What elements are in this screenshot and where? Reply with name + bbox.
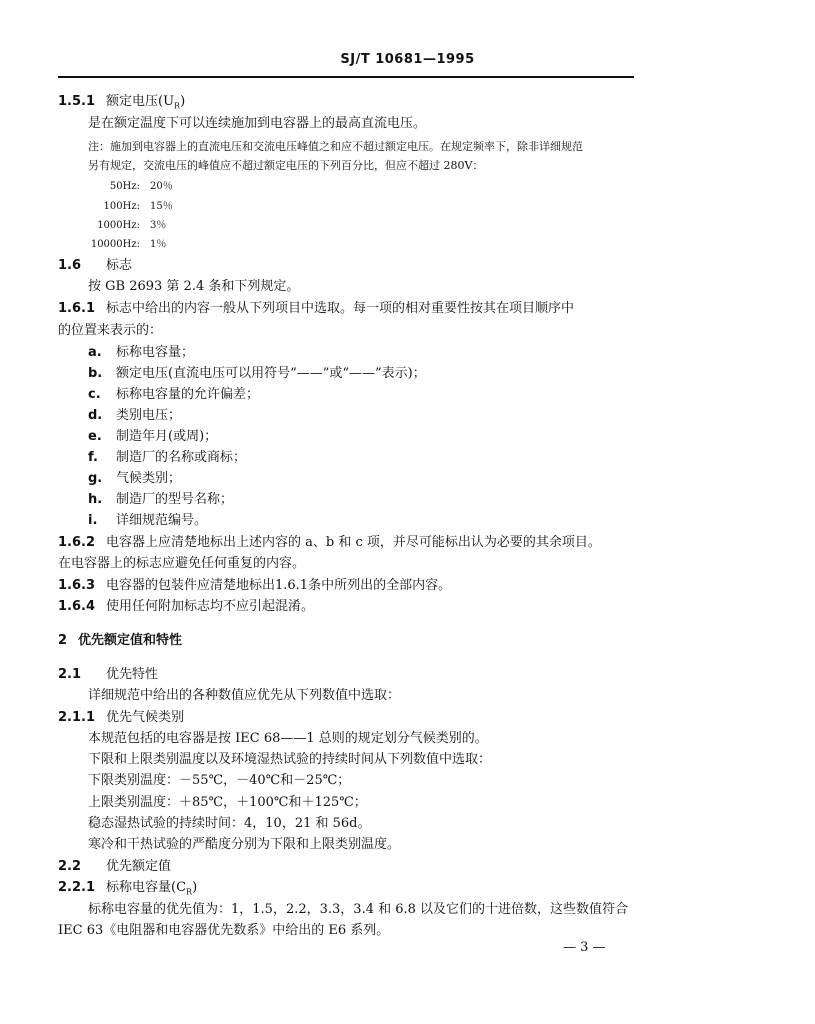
- note-line-2: 另有规定，交流电压的峰值应不超过额定电压的下列百分比，但应不超过 280V：: [88, 159, 484, 172]
- section-1-6-3-paragraph: 1.6.3 电容器的包装件应清楚地标出1.6.1条中所列出的全部内容。: [58, 578, 452, 593]
- section-1-6-4-paragraph: 1.6.4 使用任何附加标志均不应引起混淆。: [58, 599, 315, 614]
- section-2-2-1-heading: 2.2.1 标称电容量$(C_R)$: [58, 880, 198, 897]
- list-item: f. 制造厂的名称或商标；: [88, 450, 247, 465]
- climate-line: 本规范包括的电容器是按 IEC 68——1 总则的规定划分气候类别的。: [88, 731, 488, 746]
- section-2-1-body: 详细规范中给出的各种数值应优先从下列数值中选取：: [88, 688, 401, 703]
- section-2-1-heading: 2.1 优先特性: [58, 667, 159, 682]
- freq-row: 10000Hz: 1％: [90, 239, 167, 250]
- climate-line: 寒冷和干热试验的严酷度分别为下限和上限类别温度。: [88, 837, 401, 852]
- climate-line: 上限类别温度：＋85℃，＋100℃和＋125℃；: [88, 795, 367, 810]
- section-1-6-1-continuation: 的位置来表示的：: [58, 323, 163, 338]
- section-2-2-1-body: 标称电容量的优先值为：1，1.5，2.2，3.3，3.4 和 6.8 以及它们的十进倍数，这些数值符合: [88, 902, 629, 917]
- list-item: d. 类别电压；: [88, 408, 182, 423]
- list-item: i. 详细规范编号。: [88, 513, 208, 528]
- section-1-6-2-paragraph: 1.6.2 电容器上应清楚地标出上述内容的 a、b 和 c 项，并尽可能标出认为必要的其余项目。: [58, 535, 601, 550]
- freq-row: 100Hz: 15％: [103, 201, 173, 212]
- freq-row: 1000Hz: 3％: [97, 220, 167, 231]
- section-1-6-1-paragraph: 1.6.1 标志中给出的内容一般从下列项目中选取。每一项的相对重要性按其在项目顺序中: [58, 301, 575, 316]
- freq-row: 50Hz: 20％: [109, 181, 173, 192]
- section-1-6-2-continuation: 在电容器上的标志应避免任何重复的内容。: [58, 556, 306, 571]
- climate-line: 下限类别温度：－55℃，－40℃和－25℃；: [88, 773, 351, 788]
- page-number: — 3 —: [563, 940, 606, 955]
- section-2-1-1-heading: 2.1.1 优先气候类别: [58, 710, 185, 725]
- list-item: g. 气候类别；: [88, 471, 182, 486]
- section-1-5-1-heading: 1.5.1 额定电压$(U_R)$: [58, 94, 186, 111]
- list-item: h. 制造厂的型号名称；: [88, 492, 234, 507]
- section-1-5-1-body: 是在额定温度下可以连续施加到电容器上的最高直流电压。: [88, 116, 427, 131]
- note-line-1: 注：施加到电容器上的直流电压和交流电压峰值之和应不超过额定电压。在规定频率下，除非详细规范: [88, 140, 583, 153]
- list-item: b. 额定电压(直流电压可以用符号“——”或“——”表示)；: [88, 366, 426, 381]
- climate-line: 稳态湿热试验的持续时间：4，10，21 和 56d。: [88, 816, 371, 831]
- section-1-6-body: 按 GB 2693 第 2.4 条和下列规定。: [88, 279, 300, 294]
- section-2-2-1-continuation: IEC 63《电阻器和电容器优先数系》中给出的 E6 系列。: [58, 923, 390, 938]
- section-1-6-heading: 1.6 标志: [58, 258, 133, 273]
- chapter-2-heading: 2 优先额定值和特性: [58, 633, 183, 648]
- list-item: c. 标称电容量的允许偏差；: [88, 387, 260, 402]
- section-2-2-heading: 2.2 优先额定值: [58, 859, 172, 874]
- document-code-header: SJ/T 10681—1995: [340, 52, 475, 67]
- list-item: e. 制造年月(或周)；: [88, 429, 218, 444]
- header-rule: [58, 76, 634, 78]
- list-item: a. 标称电容量；: [88, 345, 195, 360]
- climate-line: 下限和上限类别温度以及环境湿热试验的持续时间从下列数值中选取：: [88, 752, 492, 767]
